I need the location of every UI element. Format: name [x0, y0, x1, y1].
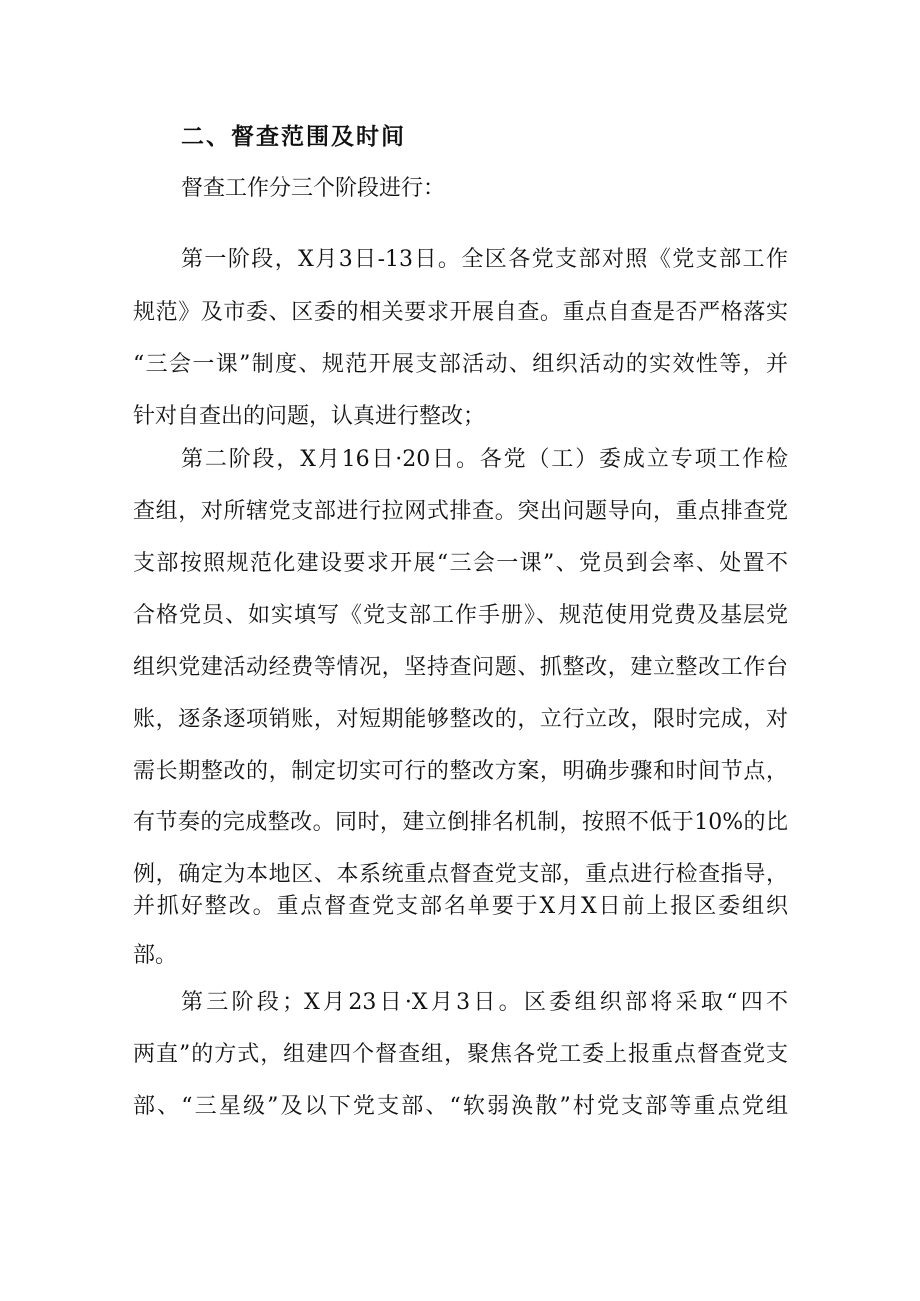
paragraph-1-line-4: 针对自查出的问题，认真进行整改；	[133, 404, 486, 429]
paragraph-3-line-2: 两直”的方式，组建四个督查组，聚焦各党工委上报重点督查党支	[133, 1042, 788, 1067]
paragraph-1-line-3: “三会一课”制度、规范开展支部活动、组织活动的实效性等，并	[133, 352, 788, 377]
paragraph-2-line-2: 查组，对所辖党支部进行拉网式排查。突出问题导向，重点排查党	[133, 499, 788, 524]
paragraph-2-line-4: 合格党员、如实填写《党支部工作手册》、规范使用党费及基层党	[133, 603, 788, 628]
paragraph-2-line-10: 并抓好整改。重点督查党支部名单要于X月X日前上报区委组织	[133, 894, 788, 919]
paragraph-1-line-1: 第一阶段，X月3日-13日。全区各党支部对照《党支部工作	[181, 247, 788, 272]
paragraph-2-line-6: 账，逐条逐项销账，对短期能够整改的，立行立改，限时完成，对	[133, 707, 788, 732]
section-heading: 二、督查范围及时间	[181, 124, 406, 150]
paragraph-2-line-11: 部。	[133, 943, 178, 968]
paragraph-2-line-3: 支部按照规范化建设要求开展“三会一课”、党员到会率、处置不	[133, 551, 788, 576]
paragraph-2-line-5: 组织党建活动经费等情况，坚持查问题、抓整改，建立整改工作台	[133, 655, 788, 680]
paragraph-2-line-1: 第二阶段，X月16日·20日。各党（工）委成立专项工作检	[181, 447, 788, 472]
paragraph-1-line-2: 规范》及市委、区委的相关要求开展自查。重点自查是否严格落实	[133, 300, 788, 325]
section-intro: 督查工作分三个阶段进行：	[181, 176, 446, 201]
paragraph-2-line-9: 例，确定为本地区、本系统重点督查党支部，重点进行检查指导，	[133, 862, 788, 887]
paragraph-3-line-1: 第三阶段；X月23日·X月3日。区委组织部将采取“四不	[181, 990, 788, 1015]
paragraph-2-line-7: 需长期整改的，制定切实可行的整改方案，明确步骤和时间节点，	[133, 759, 788, 784]
paragraph-2-line-8: 有节奏的完成整改。同时，建立倒排名机制，按照不低于10%的比	[133, 810, 788, 835]
paragraph-3-line-3: 部、“三星级”及以下党支部、“软弱涣散”村党支部等重点党组	[133, 1094, 788, 1119]
